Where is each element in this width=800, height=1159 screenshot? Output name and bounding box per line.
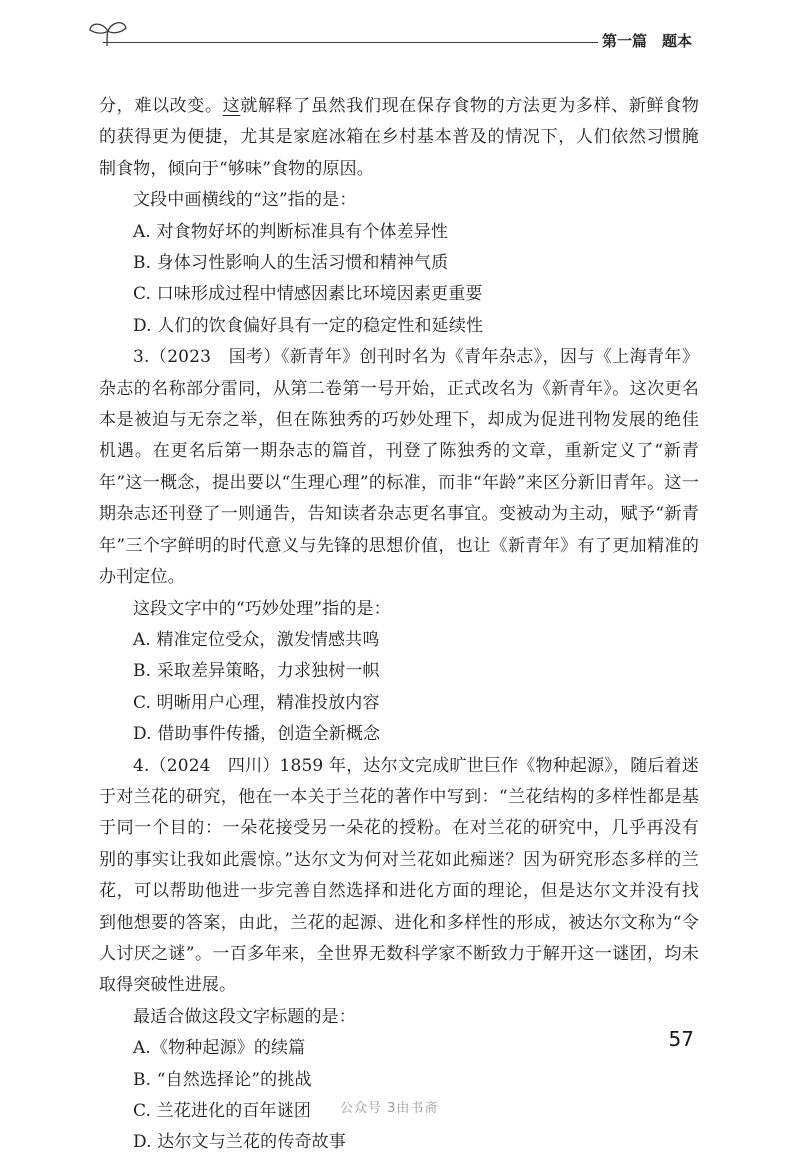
section-title: 第一篇 题本 bbox=[601, 32, 692, 50]
q4-prompt: 最适合做这段文字标题的是： bbox=[133, 1006, 356, 1027]
q2-option-d: D. 人们的饮食偏好具有一定的稳定性和延续性 bbox=[133, 315, 484, 336]
q2-passage-continuation bbox=[99, 91, 699, 185]
q2-text-before: 分，难以改变。 bbox=[99, 96, 223, 116]
q2-option-a: A. 对食物好坏的判断标准具有个体差异性 bbox=[133, 221, 449, 242]
q4-option-a: A.《物种起源》的续篇 bbox=[133, 1038, 306, 1059]
q4-option-c: C. 兰花进化的百年谜团 bbox=[133, 1101, 312, 1121]
q4-option-d: D. 达尔文与兰花的传奇故事 bbox=[133, 1132, 346, 1153]
q2-option-b: B. 身体习性影响人的生活习惯和精神气质 bbox=[133, 253, 449, 274]
q2-prompt: 文段中画横线的“这”指的是： bbox=[133, 190, 357, 211]
q2-option-c: C. 口味形成过程中情感因素比环境因素更重要 bbox=[133, 284, 483, 305]
header-rule bbox=[103, 42, 598, 43]
q3-passage: 3.（2023 国考）《新青年》创刊时名为《青年杂志》，因与《上海青年》杂志的名称部分雷同，从第二卷第一号开始，正式改名为《新青年》。这次更名本是被迫与无奈之举，但在陈独秀的巧妙处理下，却成为促进刊物发展的绝佳机遇。在更名后第一期杂志的篇首，刊登了陈独秀的文章，重新定义了“新青年”这一概念，提出要以“生理心理”的标准，而非“年龄”来区分新旧青年。这一期杂志还刊登了一则通告，告知读者杂志更名事宜。变被动为主动，赋予“新青年”三个字鲜明的时代意义与先锋的思想价值，也让《新青年》有了更加精准的办刊定位。 bbox=[99, 347, 699, 588]
page-header bbox=[0, 0, 800, 64]
q3-option-d: D. 借助事件传播，创造全新概念 bbox=[133, 724, 381, 745]
watermark: 公众号 3由书斋 bbox=[340, 1101, 439, 1116]
q3-option-a: A. 精准定位受众，激发情感共鸣 bbox=[133, 629, 380, 650]
sprout-icon bbox=[86, 16, 130, 50]
page-body bbox=[99, 91, 699, 1159]
q2-text-after: 就解释了虽然我们现在保存食物的方法更为多样、新鲜食物的获得更为便捷，尤其是家庭冰箱在乡村基本普及的情况下，人们依然习惯腌制食物，倾向于“够味”食物的原因。 bbox=[99, 96, 699, 179]
q4-option-b: B. “自然选择论”的挑战 bbox=[133, 1069, 312, 1090]
q3-prompt: 这段文字中的“巧妙处理”指的是： bbox=[133, 598, 391, 619]
q4-passage: 4.（2024 四川）1859 年，达尔文完成旷世巨作《物种起源》，随后着迷于对兰花的研究，他在一本关于兰花的著作中写到：“兰花结构的多样性都是基于同一个目的：一朵花接受另一朵花的授粉。在对兰花的研究中，几乎再没有别的事实让我如此震惊。”达尔文为何对兰花如此痴迷？因为研究形态多样的兰花，可以帮助他进一步完善自然选择和进化方面的理论，但是达尔文并没有找到他想要的答案，由此，兰花的起源、进化和多样性的形成，被达尔文称为“令人讨厌之谜”。一百多年来，全世界无数科学家不断致力于解开这一谜团，均未取得突破性进展。 bbox=[99, 755, 699, 996]
q3-option-c: C. 明晰用户心理，精准投放内容 bbox=[133, 692, 380, 713]
underlined-word: 这 bbox=[222, 96, 241, 116]
q3-option-b: B. 采取差异策略，力求独树一帜 bbox=[133, 661, 380, 682]
page-number: 57 bbox=[668, 1027, 694, 1051]
